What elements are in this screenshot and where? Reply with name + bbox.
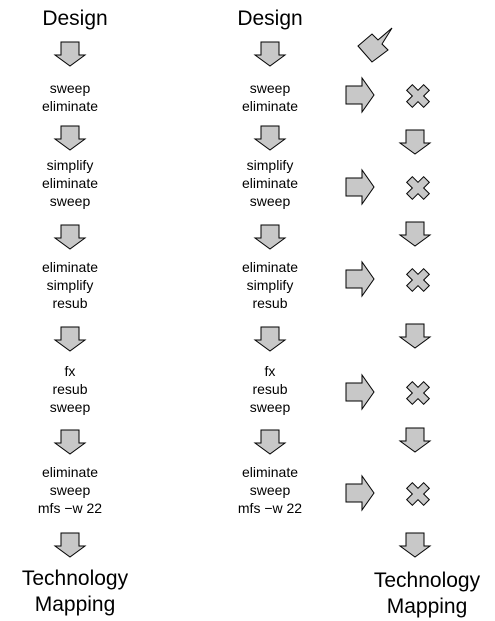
left-step-2-line-3: sweep [49, 193, 91, 209]
right-step-1 [200, 79, 340, 115]
right-arrow-icon [346, 78, 374, 112]
right-start-label: Design [237, 7, 303, 30]
down-arrow-icon [255, 430, 285, 454]
left-step-4 [0, 362, 140, 416]
right-step-2-line-3: sweep [249, 193, 291, 209]
down-arrow-icon [400, 428, 430, 452]
right-step-5-line-3: mfs −w 22 [237, 500, 303, 516]
cross-icon [406, 176, 430, 200]
down-arrow-icon [55, 225, 85, 249]
down-arrow-icon [55, 533, 85, 557]
down-arrow-icon [55, 126, 85, 150]
down-arrow-icon [400, 130, 430, 154]
left-step-4-line-1: fx [64, 363, 76, 379]
right-step-1-line-1: sweep [249, 80, 291, 96]
down-arrow-icon [400, 324, 430, 348]
right-step-1-line-2: eliminate [241, 98, 299, 114]
left-step-4-line-2: resub [52, 381, 88, 397]
left-step-4-line-3: sweep [49, 399, 91, 415]
left-step-2 [0, 156, 140, 210]
right-step-4-line-1: fx [264, 363, 276, 379]
left-step-5-line-2: sweep [49, 482, 91, 498]
right-arrow-icon [346, 375, 374, 409]
left-step-5 [0, 463, 140, 517]
left-step-3-line-1: eliminate [41, 259, 99, 275]
right-step-4 [200, 362, 340, 416]
left-start-label: Design [42, 7, 108, 30]
left-step-5-line-1: eliminate [41, 464, 99, 480]
down-arrow-icon [400, 533, 430, 557]
diagonal-arrow-icon [354, 28, 394, 64]
right-step-3 [200, 258, 340, 312]
right-step-2 [200, 156, 340, 210]
right-arrow-icon [346, 170, 374, 204]
left-step-2-line-2: eliminate [41, 175, 99, 191]
left-step-1-line-2: eliminate [41, 98, 99, 114]
right-end-line-2: Mapping [386, 595, 468, 618]
left-step-2-line-1: simplify [46, 157, 94, 173]
left-end-label [0, 566, 155, 618]
right-step-2-line-2: eliminate [241, 175, 299, 191]
right-step-4-line-3: sweep [249, 399, 291, 415]
right-step-5-line-2: sweep [249, 482, 291, 498]
right-step-5-line-1: eliminate [241, 464, 299, 480]
cross-icon [406, 84, 430, 108]
down-arrow-icon [55, 42, 85, 66]
right-arrow-icon [346, 476, 374, 510]
left-step-5-line-3: mfs −w 22 [37, 500, 103, 516]
left-step-1 [0, 79, 140, 115]
right-step-3-line-2: simplify [246, 277, 294, 293]
down-arrow-icon [55, 327, 85, 351]
right-arrow-icon [346, 262, 374, 296]
right-step-5 [200, 463, 340, 517]
left-end-line-2: Mapping [34, 593, 116, 616]
left-step-3 [0, 258, 140, 312]
right-step-3-line-1: eliminate [241, 259, 299, 275]
left-end-line-1: Technology [21, 567, 129, 590]
down-arrow-icon [255, 42, 285, 66]
left-step-3-line-3: resub [52, 295, 88, 311]
right-step-2-line-1: simplify [246, 157, 294, 173]
down-arrow-icon [55, 430, 85, 454]
cross-icon [406, 381, 430, 405]
down-arrow-icon [400, 222, 430, 246]
down-arrow-icon [255, 327, 285, 351]
right-step-4-line-2: resub [252, 381, 288, 397]
right-end-label [347, 568, 495, 620]
cross-icon [406, 482, 430, 506]
cross-icon [406, 268, 430, 292]
down-arrow-icon [255, 126, 285, 150]
right-step-3-line-3: resub [252, 295, 288, 311]
right-end-line-1: Technology [373, 569, 481, 592]
down-arrow-icon [255, 225, 285, 249]
left-step-1-line-1: sweep [49, 80, 91, 96]
left-step-3-line-2: simplify [46, 277, 94, 293]
